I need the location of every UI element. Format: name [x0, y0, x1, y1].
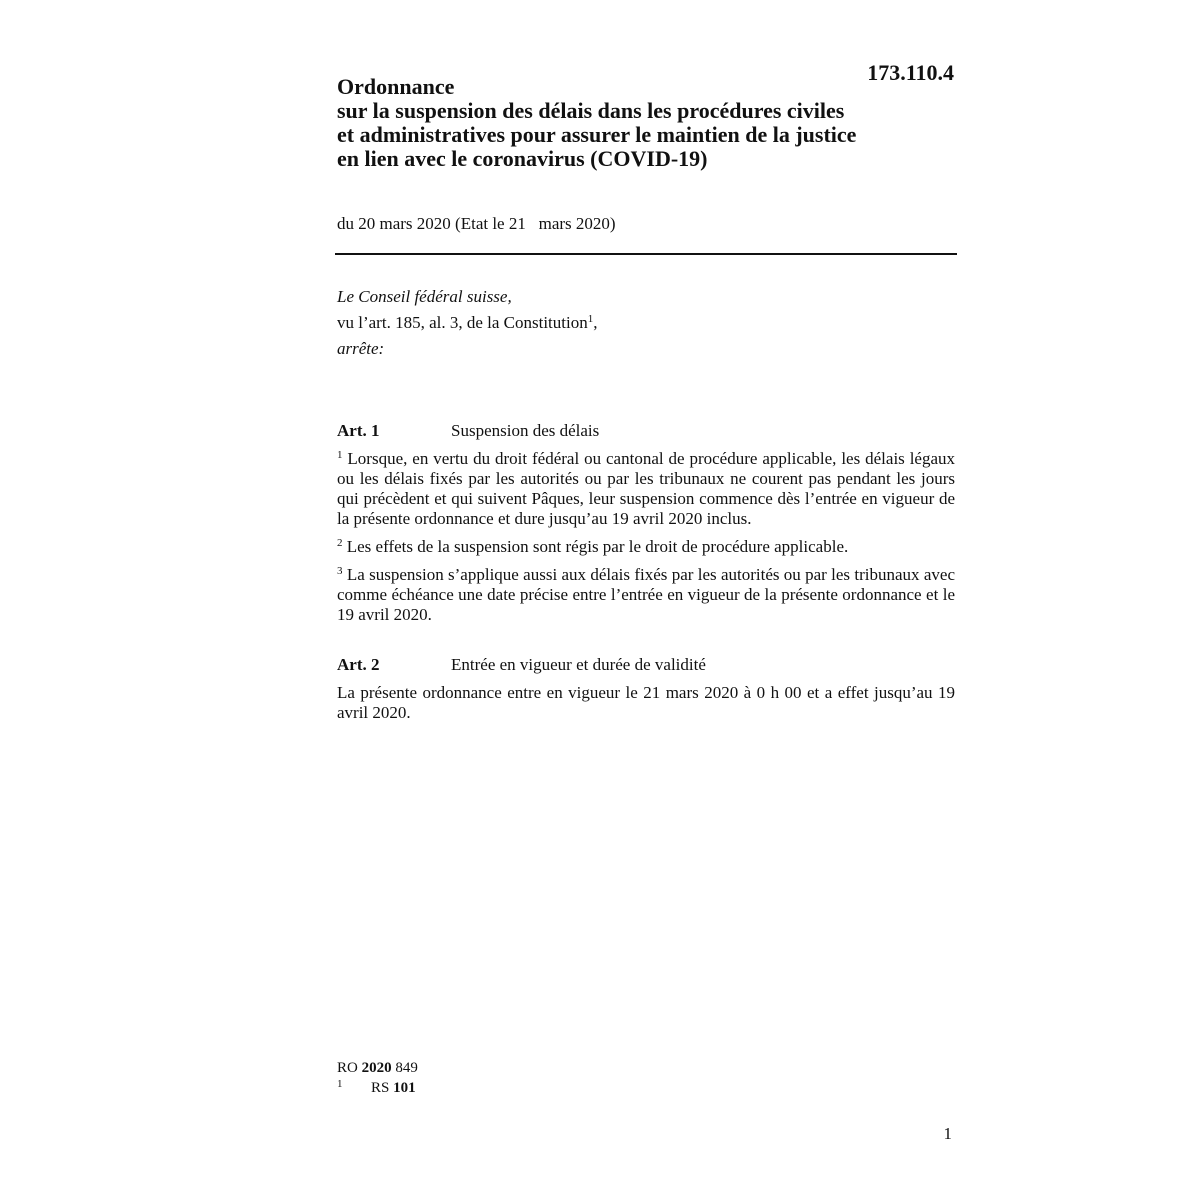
- footnotes: [337, 1058, 418, 1098]
- ro-prefix: RO: [337, 1060, 358, 1076]
- paragraph-text: La présente ordonnance entre en vigueur le 21 mars 2020 à 0 h 00 et a effet jusqu’au 19 avril 2020.: [337, 683, 955, 722]
- preamble-authority: Le Conseil fédéral suisse,: [337, 287, 512, 306]
- article-heading: Entrée en vigueur et durée de validité: [451, 655, 706, 674]
- article-1: [337, 421, 955, 633]
- ordinance-title: [337, 75, 937, 171]
- paragraph-text: Les effets de la suspension sont régis par le droit de procédure applicable.: [346, 537, 849, 556]
- paragraph-text: La suspension s’applique aussi aux délais fixés par les autorités ou par les tribunaux avec comme échéance une date précise entre l’entrée en vigueur de la présente ordonnance et le 19 avril 2020.: [337, 565, 955, 624]
- article-heading: Suspension des délais: [451, 421, 600, 440]
- document-page: [337, 0, 957, 1200]
- ro-page: 849: [395, 1060, 418, 1076]
- article-paragraph: [337, 683, 955, 723]
- paragraph-text: Lorsque, en vertu du droit fédéral ou cantonal de procédure applicable, les délais légaux ou les délais fixés par les autorités ou par les tribunaux ne courent pas pendant les jours qui précèdent et qui suivent Pâques, leur suspension commence dès l’entrée en vigueur de la présente ordonnance et dure jusqu’au 19 avril 2020 inclus.: [337, 449, 956, 528]
- article-header: [337, 421, 955, 441]
- title-line: et administratives pour assurer le maintien de la justice: [337, 122, 857, 147]
- sr-number: 173.110.4: [867, 60, 954, 85]
- article-paragraph: [337, 537, 955, 557]
- preamble-legal-basis: [337, 310, 597, 336]
- ro-reference: [337, 1058, 418, 1078]
- article-paragraph: [337, 449, 955, 529]
- ro-year: 2020: [361, 1060, 392, 1076]
- article-number: Art. 2: [337, 655, 380, 674]
- header-divider: [335, 253, 957, 255]
- date-status-line: du 20 mars 2020 (Etat le 21 mars 2020): [337, 214, 616, 233]
- footnote-prefix: RS: [371, 1080, 390, 1096]
- legal-basis-text: vu l’art. 185, al. 3, de la Constitution: [337, 313, 588, 332]
- preamble-decree: arrête:: [337, 339, 385, 358]
- article-number: Art. 1: [337, 421, 380, 440]
- paragraph-marker: 2: [337, 537, 343, 549]
- title-line: Ordonnance: [337, 74, 455, 99]
- page-number: 1: [943, 1124, 952, 1143]
- legal-basis-suffix: ,: [593, 313, 598, 332]
- footnote-number: 101: [393, 1080, 416, 1096]
- article-header: [337, 655, 955, 675]
- article-paragraph: [337, 565, 955, 625]
- title-line: en lien avec le coronavirus (COVID-19): [337, 146, 708, 171]
- title-line: sur la suspension des délais dans les procédures civiles: [337, 98, 845, 123]
- paragraph-marker: 3: [337, 565, 343, 577]
- article-2: [337, 655, 955, 731]
- footnote-1: 1 RS 101: [337, 1078, 416, 1096]
- preamble: [337, 284, 597, 362]
- paragraph-marker: 1: [337, 449, 343, 461]
- footnote-reference[interactable]: 1: [587, 313, 594, 325]
